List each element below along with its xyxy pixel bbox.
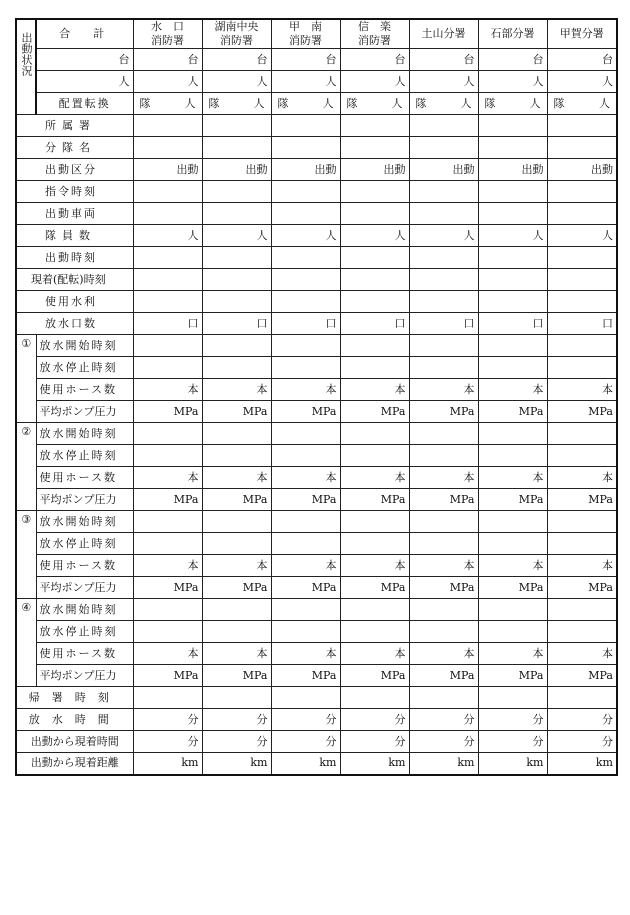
water-block-1-stop [16, 357, 617, 379]
station-shigaraki: 信 楽 消防署 [340, 19, 409, 49]
deploy-row [16, 93, 617, 115]
affiliation-row [16, 115, 617, 137]
water-block-marker: ① [16, 335, 36, 423]
members-unit: 人 [547, 225, 617, 247]
spray-start-label: 放水開始時刻 [36, 599, 133, 621]
dispatch-value: 出動 [340, 159, 409, 181]
pressure-unit: MPa [271, 577, 340, 599]
dispatch-value: 出動 [271, 159, 340, 181]
station-mizuguchi: 水 口 消防署 [133, 19, 202, 49]
water-block-2-pressure [16, 489, 617, 511]
nozzles-unit: 口 [547, 313, 617, 335]
dispatch-type-label: 出動区分 [16, 159, 133, 181]
order-time-row [16, 181, 617, 203]
vehicle-label: 出動車両 [16, 203, 133, 225]
arrival-duration-unit: 分 [409, 731, 478, 753]
pressure-unit: MPa [133, 401, 202, 423]
hoses-unit: 本 [478, 467, 547, 489]
unit-vehicles: 台 [547, 49, 617, 71]
pressure-unit: MPa [202, 401, 271, 423]
spray-time-unit: 分 [547, 709, 617, 731]
spray-time-unit: 分 [409, 709, 478, 731]
deploy-label: 配置転換 [36, 93, 133, 115]
water-block-marker: ③ [16, 511, 36, 599]
unit-vehicles: 台 [36, 49, 133, 71]
pressure-unit: MPa [409, 665, 478, 687]
nozzles-unit: 口 [409, 313, 478, 335]
arrival-duration-unit: 分 [547, 731, 617, 753]
pressure-unit: MPa [271, 489, 340, 511]
station-konan: 甲 南 消防署 [271, 19, 340, 49]
order-time-label: 指令時刻 [16, 181, 133, 203]
deploy-cell: 隊 人 [202, 93, 271, 115]
pressure-unit: MPa [271, 401, 340, 423]
pressure-unit: MPa [547, 577, 617, 599]
hoses-label: 使用ホース数 [36, 467, 133, 489]
section-label: 出動状況 [16, 19, 36, 115]
arrival-time-row [16, 269, 617, 291]
water-block-2-start [16, 423, 617, 445]
water-source-label: 使用水利 [16, 291, 133, 313]
water-block-1-hoses [16, 379, 617, 401]
water-block-1-start [16, 335, 617, 357]
unit-persons: 人 [547, 71, 617, 93]
hoses-unit: 本 [271, 467, 340, 489]
pressure-unit: MPa [409, 489, 478, 511]
arrival-duration-unit: 分 [202, 731, 271, 753]
station-tsuchiyama: 土山分署 [409, 19, 478, 49]
members-label: 隊員数 [16, 225, 133, 247]
hoses-unit: 本 [340, 467, 409, 489]
members-unit: 人 [340, 225, 409, 247]
pressure-unit: MPa [340, 401, 409, 423]
dispatch-value: 出動 [133, 159, 202, 181]
water-block-4-stop [16, 621, 617, 643]
hoses-unit: 本 [409, 555, 478, 577]
pressure-unit: MPa [478, 401, 547, 423]
pressure-unit: MPa [478, 665, 547, 687]
return-time-label: 帰署時刻 [16, 687, 133, 709]
pressure-unit: MPa [478, 577, 547, 599]
pressure-unit: MPa [547, 665, 617, 687]
members-unit: 人 [478, 225, 547, 247]
pressure-unit: MPa [133, 665, 202, 687]
hoses-unit: 本 [547, 555, 617, 577]
water-block-3-stop [16, 533, 617, 555]
pressure-unit: MPa [202, 577, 271, 599]
depart-time-label: 出動時刻 [16, 247, 133, 269]
pressure-unit: MPa [478, 489, 547, 511]
squad-name-row [16, 137, 617, 159]
hoses-unit: 本 [478, 643, 547, 665]
arrival-time-label: 現着(配転)時刻 [16, 269, 133, 291]
pressure-unit: MPa [133, 489, 202, 511]
distance-unit: km [340, 753, 409, 775]
arrival-duration-row [16, 731, 617, 753]
station-ishibe: 石部分署 [478, 19, 547, 49]
members-unit: 人 [202, 225, 271, 247]
hoses-unit: 本 [478, 379, 547, 401]
return-time-row [16, 687, 617, 709]
arrival-duration-unit: 分 [133, 731, 202, 753]
pressure-label: 平均ポンプ圧力 [36, 577, 133, 599]
unit-persons: 人 [133, 71, 202, 93]
hoses-unit: 本 [340, 643, 409, 665]
spray-stop-label: 放水停止時刻 [36, 533, 133, 555]
unit-persons: 人 [340, 71, 409, 93]
water-block-4-start [16, 599, 617, 621]
vehicles-row [16, 49, 617, 71]
spray-time-label: 放水時間 [16, 709, 133, 731]
hoses-unit: 本 [340, 555, 409, 577]
arrival-duration-unit: 分 [340, 731, 409, 753]
affiliation-label: 所属署 [16, 115, 133, 137]
hoses-unit: 本 [202, 643, 271, 665]
hoses-unit: 本 [271, 555, 340, 577]
arrival-distance-row [16, 753, 617, 775]
hoses-unit: 本 [271, 379, 340, 401]
distance-unit: km [409, 753, 478, 775]
unit-vehicles: 台 [202, 49, 271, 71]
water-block-3-start [16, 511, 617, 533]
pressure-label: 平均ポンプ圧力 [36, 489, 133, 511]
hoses-unit: 本 [202, 467, 271, 489]
arrival-duration-label: 出動から現着時間 [16, 731, 133, 753]
water-block-marker: ② [16, 423, 36, 511]
pressure-unit: MPa [547, 489, 617, 511]
nozzles-unit: 口 [478, 313, 547, 335]
hoses-unit: 本 [547, 643, 617, 665]
hoses-unit: 本 [340, 379, 409, 401]
hoses-unit: 本 [409, 379, 478, 401]
pressure-unit: MPa [340, 665, 409, 687]
hoses-unit: 本 [271, 643, 340, 665]
unit-vehicles: 台 [133, 49, 202, 71]
dispatch-type-row [16, 159, 617, 181]
spray-time-row [16, 709, 617, 731]
persons-row [16, 71, 617, 93]
unit-vehicles: 台 [478, 49, 547, 71]
deploy-cell: 隊 人 [340, 93, 409, 115]
hoses-unit: 本 [133, 643, 202, 665]
unit-persons: 人 [202, 71, 271, 93]
arrival-duration-unit: 分 [478, 731, 547, 753]
deploy-cell: 隊 人 [478, 93, 547, 115]
hoses-unit: 本 [202, 379, 271, 401]
hoses-unit: 本 [547, 379, 617, 401]
nozzles-unit: 口 [202, 313, 271, 335]
deploy-cell: 隊 人 [271, 93, 340, 115]
distance-unit: km [478, 753, 547, 775]
deploy-cell: 隊 人 [409, 93, 478, 115]
total-label: 合 計 [36, 19, 133, 49]
unit-persons: 人 [271, 71, 340, 93]
hoses-unit: 本 [547, 467, 617, 489]
nozzles-row [16, 313, 617, 335]
pressure-label: 平均ポンプ圧力 [36, 401, 133, 423]
spray-start-label: 放水開始時刻 [36, 511, 133, 533]
hoses-label: 使用ホース数 [36, 379, 133, 401]
unit-persons: 人 [409, 71, 478, 93]
nozzles-label: 放水口数 [16, 313, 133, 335]
pressure-unit: MPa [271, 665, 340, 687]
spray-time-unit: 分 [340, 709, 409, 731]
members-unit: 人 [409, 225, 478, 247]
dispatch-value: 出動 [202, 159, 271, 181]
vehicle-row [16, 203, 617, 225]
members-unit: 人 [271, 225, 340, 247]
pressure-unit: MPa [202, 665, 271, 687]
spray-start-label: 放水開始時刻 [36, 423, 133, 445]
water-block-2-stop [16, 445, 617, 467]
water-block-4-hoses [16, 643, 617, 665]
station-konan-chuo: 湖南中央 消防署 [202, 19, 271, 49]
water-block-2-hoses [16, 467, 617, 489]
spray-stop-label: 放水停止時刻 [36, 357, 133, 379]
hoses-unit: 本 [133, 555, 202, 577]
water-source-row [16, 291, 617, 313]
unit-vehicles: 台 [340, 49, 409, 71]
pressure-unit: MPa [409, 401, 478, 423]
pressure-unit: MPa [133, 577, 202, 599]
nozzles-unit: 口 [340, 313, 409, 335]
water-block-3-pressure [16, 577, 617, 599]
depart-time-row [16, 247, 617, 269]
unit-vehicles: 台 [271, 49, 340, 71]
spray-time-unit: 分 [202, 709, 271, 731]
deploy-cell: 隊 人 [547, 93, 617, 115]
hoses-label: 使用ホース数 [36, 643, 133, 665]
pressure-unit: MPa [547, 401, 617, 423]
water-block-3-hoses [16, 555, 617, 577]
dispatch-value: 出動 [409, 159, 478, 181]
dispatch-record-form [15, 18, 618, 776]
pressure-unit: MPa [340, 577, 409, 599]
pressure-unit: MPa [409, 577, 478, 599]
spray-start-label: 放水開始時刻 [36, 335, 133, 357]
water-block-1-pressure [16, 401, 617, 423]
dispatch-value: 出動 [478, 159, 547, 181]
hoses-label: 使用ホース数 [36, 555, 133, 577]
hoses-unit: 本 [133, 467, 202, 489]
spray-stop-label: 放水停止時刻 [36, 445, 133, 467]
members-row [16, 225, 617, 247]
spray-time-unit: 分 [271, 709, 340, 731]
dispatch-value: 出動 [547, 159, 617, 181]
arrival-duration-unit: 分 [271, 731, 340, 753]
hoses-unit: 本 [409, 643, 478, 665]
spray-stop-label: 放水停止時刻 [36, 621, 133, 643]
hoses-unit: 本 [478, 555, 547, 577]
unit-persons: 人 [478, 71, 547, 93]
deploy-cell: 隊 人 [133, 93, 202, 115]
spray-time-unit: 分 [478, 709, 547, 731]
header-row [16, 19, 617, 49]
unit-vehicles: 台 [409, 49, 478, 71]
pressure-unit: MPa [340, 489, 409, 511]
members-unit: 人 [133, 225, 202, 247]
station-koka: 甲賀分署 [547, 19, 617, 49]
distance-unit: km [133, 753, 202, 775]
nozzles-unit: 口 [271, 313, 340, 335]
distance-unit: km [547, 753, 617, 775]
nozzles-unit: 口 [133, 313, 202, 335]
hoses-unit: 本 [133, 379, 202, 401]
distance-unit: km [202, 753, 271, 775]
unit-persons: 人 [36, 71, 133, 93]
water-block-marker: ④ [16, 599, 36, 687]
arrival-distance-label: 出動から現着距離 [16, 753, 133, 775]
pressure-unit: MPa [202, 489, 271, 511]
pressure-label: 平均ポンプ圧力 [36, 665, 133, 687]
water-block-4-pressure [16, 665, 617, 687]
squad-name-label: 分隊名 [16, 137, 133, 159]
spray-time-unit: 分 [133, 709, 202, 731]
hoses-unit: 本 [409, 467, 478, 489]
distance-unit: km [271, 753, 340, 775]
hoses-unit: 本 [202, 555, 271, 577]
